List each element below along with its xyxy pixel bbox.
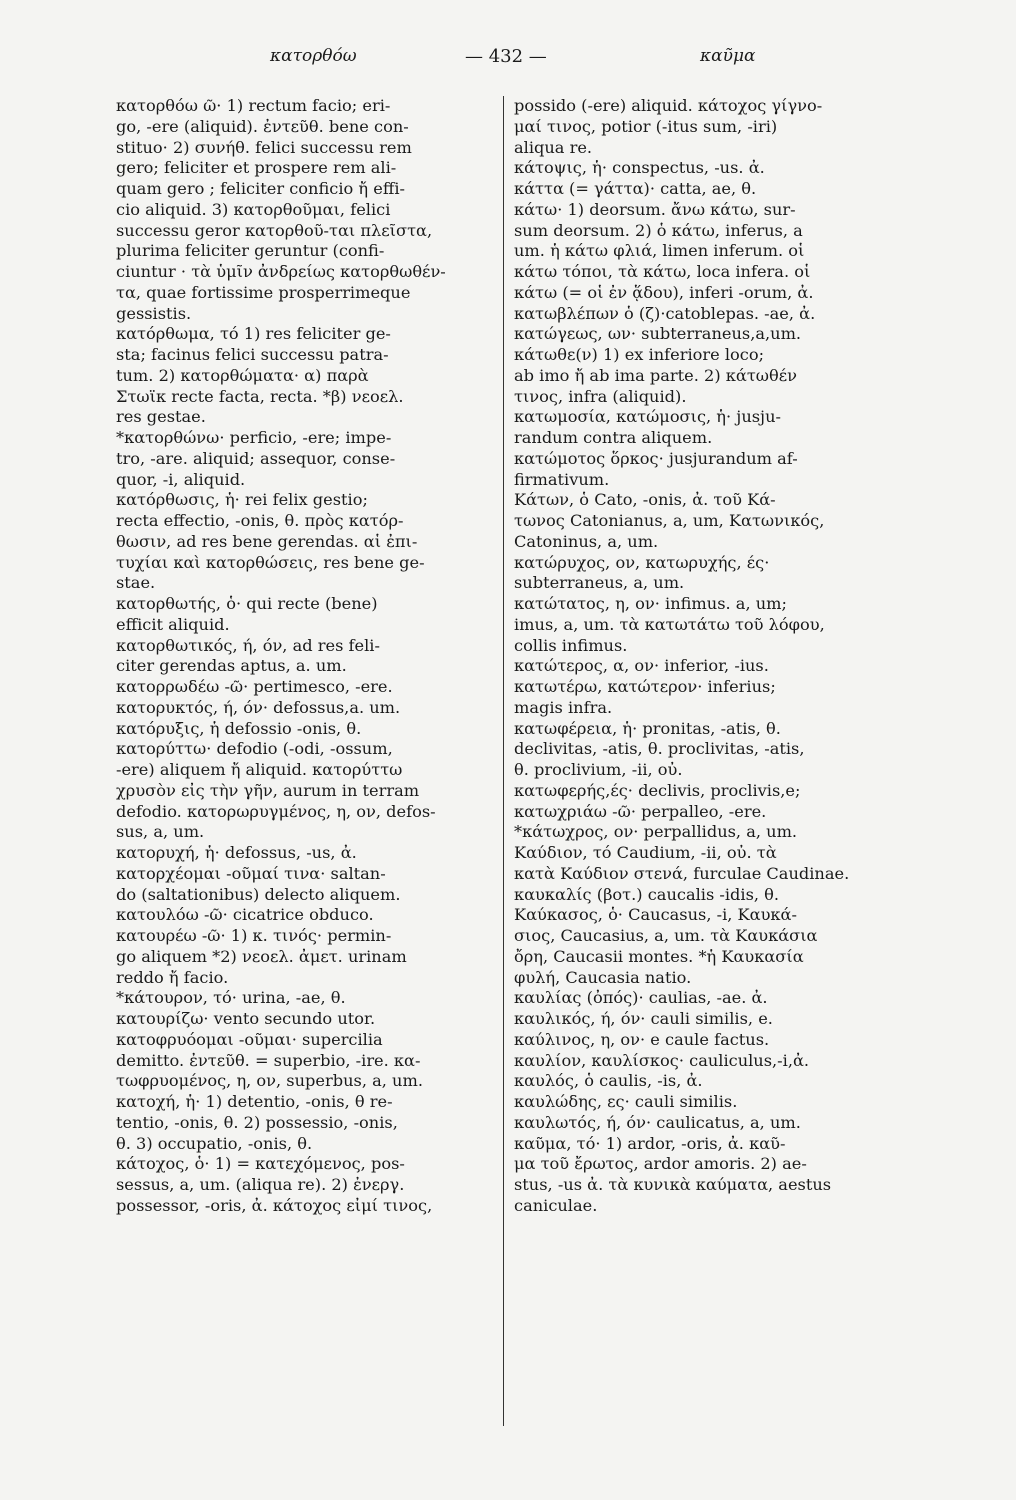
- entry-line: μα τοῦ ἔρωτος, ardor amoris. 2) ae-: [514, 1154, 807, 1174]
- entry-line: citer gerendas aptus, a. um.: [116, 656, 347, 676]
- entry-line: κατόρθωμα, τό 1) res feliciter ge-: [116, 324, 391, 344]
- entry-line: καυλικός, ή, όν· cauli similis, e.: [514, 1009, 773, 1028]
- header-last-entry: καῦμα: [700, 46, 756, 66]
- entry-line: plurima feliciter geruntur (confi-: [116, 241, 385, 261]
- entry-line: *κατορθώνω· perficio, -ere; impe-: [116, 428, 392, 447]
- entry-line: καυλίον, καυλίσκος· cauliculus,-i,ἀ.: [514, 1050, 810, 1070]
- entry-line: sessus, a, um. (aliqua re). 2) ἐνεργ.: [116, 1175, 405, 1194]
- entry-line: κατώγεως, ων· subterraneus,a,um.: [514, 324, 802, 344]
- entry-line: defodio. κατορωρυγμένος, η, ον, defos-: [116, 801, 436, 821]
- page-number: — 432 —: [465, 46, 547, 67]
- entry-line: caniculae.: [514, 1195, 598, 1215]
- entry-line: κατώρυχος, ον, κατωρυχής, ές·: [514, 552, 770, 572]
- entry-line: sta; facinus felici successu patra-: [116, 345, 389, 364]
- entry-line: τα, quae fortissime prosperrimeque: [116, 282, 411, 302]
- entry-line: sus, a, um.: [116, 822, 205, 842]
- entry-line: κατωφέρεια, ἡ· pronitas, -atis, θ.: [514, 718, 781, 738]
- entry-line: κατωβλέπων ὁ (ζ)·catoblepas. -ae, ἀ.: [514, 303, 816, 323]
- entry-line: καύλινος, η, ον· e caule factus.: [514, 1029, 770, 1049]
- header-first-entry: κατορθόω: [270, 46, 357, 66]
- entry-line: σιος, Caucasius, a, um. τὰ Καυκάσια: [514, 926, 818, 945]
- entry-line: aliqua re.: [514, 137, 593, 157]
- entry-line: κατωμοσία, κατώμοσις, ἡ· jusju-: [514, 407, 781, 427]
- entry-line: possessor, -oris, ἀ. κάτοχος εἰμί τινος,: [116, 1195, 433, 1215]
- entry-line: quor, -i, aliquid.: [116, 469, 246, 489]
- entry-line: recta effectio, -onis, θ. πρὸς κατόρ-: [116, 511, 404, 530]
- entry-line: θ. 3) occupatio, -onis, θ.: [116, 1133, 313, 1153]
- entry-line: firmativum.: [514, 469, 610, 489]
- entry-line: κάττα (= γάττα)· catta, ae, θ.: [514, 179, 757, 198]
- entry-line: efficit aliquid.: [116, 614, 230, 634]
- entry-line: um. ἡ κάτω φλιά, limen inferum. οἱ: [514, 241, 805, 261]
- entry-line: τινος, infra (aliquid).: [514, 386, 687, 406]
- entry-line: *κάτουρον, τό· urina, -ae, θ.: [116, 988, 346, 1008]
- entry-line: stus, -us ἀ. τὰ κυνικὰ καύματα, aestus: [514, 1175, 832, 1194]
- entry-line: κατορθωτικός, ή, όν, ad res feli-: [116, 635, 380, 655]
- entry-line: καυλίας (ὀπός)· caulias, -ae. ἀ.: [514, 988, 768, 1008]
- entry-line: stae.: [116, 573, 156, 593]
- entry-line: κατώτατος, η, ον· infimus. a, um;: [514, 594, 787, 613]
- entry-line: imus, a, um. τὰ κατωτάτω τοῦ λόφου,: [514, 614, 825, 634]
- entry-line: κατόρυξις, ἡ defossio -onis, θ.: [116, 718, 362, 738]
- entry-line: κάτω τόποι, τὰ κάτω, loca infera. οἱ: [514, 262, 811, 281]
- entry-line: Catoninus, a, um.: [514, 531, 659, 551]
- column-divider: [503, 96, 504, 1426]
- entry-line: ab imo ἤ ab ima parte. 2) κάτωθέν: [514, 365, 797, 385]
- entry-line: κατορχέομαι -οῦμαί τινα· saltan-: [116, 863, 386, 883]
- entry-line: successu geror κατορθοῦ-ται πλεῖστα,: [116, 220, 433, 240]
- entry-line: possido (-ere) aliquid. κάτοχος γίγνο-: [514, 96, 823, 115]
- entry-line: κατορύττω· defodio (-odi, -ossum,: [116, 739, 393, 759]
- entry-line: κατωχριάω -ῶ· perpalleo, -ere.: [514, 801, 767, 821]
- entry-line: καυλωτός, ή, όν· caulicatus, a, um.: [514, 1112, 801, 1132]
- entry-line: καυλός, ὁ caulis, -is, ἀ.: [514, 1071, 703, 1091]
- entry-line: κατορυχή, ἡ· defossus, -us, ἀ.: [116, 843, 357, 862]
- entry-line: τωφρυομένος, η, ον, superbus, a, um.: [116, 1071, 423, 1091]
- entry-line: τυχίαι καὶ κατορθώσεις, res bene ge-: [116, 552, 425, 572]
- entry-line: θωσιν, ad res bene gerendas. αἱ ἐπι-: [116, 531, 418, 551]
- entry-line: κατορυκτός, ή, όν· defossus,a. um.: [116, 697, 401, 717]
- entry-line: ὄρη, Caucasii montes. *ἡ Καυκασία: [514, 946, 804, 966]
- entry-line: φυλή, Caucasia natio.: [514, 967, 692, 987]
- entry-line: κατόρθωσις, ἡ· rei felix gestio;: [116, 490, 368, 510]
- entry-line: τωνος Catonianus, a, um, Κατωνικός,: [514, 511, 825, 530]
- left-column: [116, 96, 494, 1217]
- entry-line: κατωφερής,ές· declivis, proclivis,e;: [514, 780, 801, 800]
- entry-line: -ere) aliquem ἤ aliquid. κατορύττω: [116, 760, 403, 779]
- entry-line: κατοχή, ἡ· 1) detentio, -onis, θ re-: [116, 1092, 393, 1111]
- entry-line: κατουρίζω· vento secundo utor.: [116, 1009, 376, 1028]
- entry-line: tentio, -onis, θ. 2) possessio, -onis,: [116, 1112, 398, 1132]
- entry-line: Καύδιον, τό Caudium, -ii, οὐ. τὰ: [514, 843, 777, 862]
- entry-line: tum. 2) κατορθώματα· α) παρὰ: [116, 365, 369, 385]
- entry-line: καῦμα, τό· 1) ardor, -oris, ἀ. καῦ-: [514, 1133, 786, 1153]
- entry-line: res gestae.: [116, 407, 206, 427]
- entry-line: reddo ἤ facio.: [116, 967, 229, 987]
- entry-line: stituo· 2) συνήθ. felici successu rem: [116, 137, 412, 157]
- entry-line: κάτοχος, ὁ· 1) = κατεχόμενος, pos-: [116, 1154, 405, 1174]
- page-header: [100, 46, 920, 76]
- entry-line: tro, -are. aliquid; assequor, conse-: [116, 448, 396, 468]
- entry-line: collis infimus.: [514, 635, 628, 655]
- entry-line: κατορθόω ῶ· 1) rectum facio; eri-: [116, 96, 391, 115]
- entry-line: *κάτωχρος, ον· perpallidus, a, um.: [514, 822, 798, 842]
- entry-line: κατώτερος, α, ον· inferior, -ius.: [514, 656, 769, 676]
- entry-line: κατορρωδέω -ῶ· pertimesco, -ere.: [116, 677, 393, 696]
- entry-line: gessistis.: [116, 303, 192, 323]
- entry-line: μαί τινος, potior (-itus sum, -iri): [514, 116, 778, 136]
- entry-line: κατωτέρω, κατώτερον· inferius;: [514, 677, 776, 696]
- entry-line: cio aliquid. 3) κατορθοῦμαι, felici: [116, 199, 391, 219]
- entry-line: randum contra aliquem.: [514, 428, 713, 447]
- entry-line: subterraneus, a, um.: [514, 573, 685, 593]
- entry-line: κάτω (= οἱ ἐν ᾅδου), inferi -orum, ἀ.: [514, 282, 814, 302]
- entry-line: κατοφρυόομαι -οῦμαι· supercilia: [116, 1029, 383, 1049]
- entry-line: gero; feliciter et prospere rem ali-: [116, 158, 397, 178]
- entry-line: demitto. ἐντεῦθ. = superbio, -ire. κα-: [116, 1050, 421, 1070]
- entry-line: magis infra.: [514, 697, 613, 717]
- entry-line: declivitas, -atis, θ. proclivitas, -atis,: [514, 739, 805, 759]
- entry-line: ciuntur · τὰ ὑμῖν ἀνδρείως κατορθωθέν-: [116, 262, 446, 281]
- entry-line: Κάτων, ὁ Cato, -onis, ἀ. τοῦ Κά-: [514, 490, 776, 510]
- entry-line: go, -ere (aliquid). ἐντεῦθ. bene con-: [116, 116, 409, 136]
- entry-line: καυκαλίς (βοτ.) caucalis -idis, θ.: [514, 884, 780, 904]
- entry-line: quam gero ; feliciter conficio ἤ effi-: [116, 179, 405, 198]
- entry-line: κάτωθε(ν) 1) ex inferiore loco;: [514, 345, 765, 364]
- entry-line: κάτοψις, ἡ· conspectus, -us. ἀ.: [514, 158, 765, 178]
- entry-line: κατουλόω -ῶ· cicatrice obduco.: [116, 905, 374, 925]
- entry-line: κατορθωτής, ὁ· qui recte (bene): [116, 594, 378, 613]
- entry-line: sum deorsum. 2) ὁ κάτω, inferus, a: [514, 220, 803, 240]
- right-column: [514, 96, 914, 1217]
- entry-line: κατώμοτος ὅρκος· jusjurandum af-: [514, 448, 798, 468]
- entry-line: κάτω· 1) deorsum. ἄνω κάτω, sur-: [514, 199, 796, 219]
- entry-line: κατουρέω -ῶ· 1) κ. τινός· permin-: [116, 926, 392, 945]
- entry-line: καυλώδης, ες· cauli similis.: [514, 1092, 738, 1111]
- entry-line: κατὰ Καύδιον στενά, furculae Caudinae.: [514, 863, 850, 883]
- entry-line: θ. proclivium, -ii, οὐ.: [514, 760, 683, 779]
- entry-line: do (saltationibus) delecto aliquem.: [116, 884, 401, 904]
- entry-line: Καύκασος, ὁ· Caucasus, -i, Καυκά-: [514, 905, 797, 925]
- entry-line: Στωϊκ recte facta, recta. *β) νεοελ.: [116, 386, 404, 406]
- entry-line: χρυσὸν εἰς τὴν γῆν, aurum in terram: [116, 780, 420, 800]
- entry-line: go aliquem *2) νεοελ. ἀμετ. urinam: [116, 946, 407, 966]
